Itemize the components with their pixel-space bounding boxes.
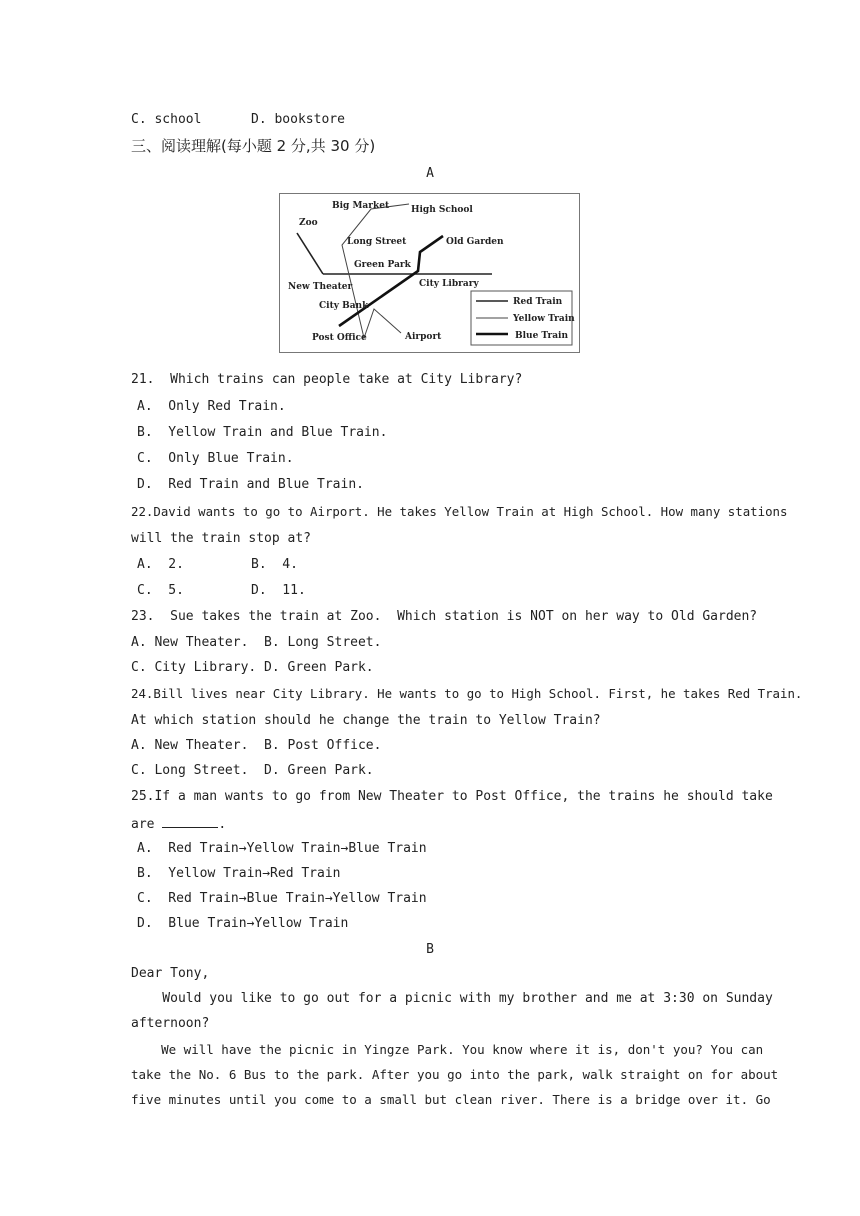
legend-yellow-label: Yellow Train [513, 314, 575, 324]
train-map-svg [279, 193, 580, 353]
q24-options-ab: A. New Theater. B. Post Office. [131, 738, 382, 753]
q24-options-cd: C. Long Street. D. Green Park. [131, 763, 374, 778]
letter-p2-line3: five minutes until you come to a small but clean river. There is a bridge over it. Go [131, 1092, 771, 1107]
q21-option-c: C. Only Blue Train. [137, 451, 294, 466]
q22-stem-line1: 22.David wants to go to Airport. He takes Yellow Train at High School. How many stations [131, 504, 788, 519]
q22-option-c: C. 5. [137, 583, 184, 598]
q25-stem-prefix: are [131, 817, 163, 832]
q21-option-d: D. Red Train and Blue Train. [137, 477, 364, 492]
q25-stem-suffix: . [218, 817, 227, 832]
q23-options-cd: C. City Library. D. Green Park. [131, 660, 374, 675]
letter-p1-line2: afternoon? [131, 1016, 210, 1031]
map-label-high-school: High School [411, 205, 473, 215]
map-label-big-market: Big Market [332, 201, 390, 211]
letter-p1-line1: Would you like to go out for a picnic with my brother and me at 3:30 on Sunday [131, 991, 773, 1006]
map-label-zoo: Zoo [299, 218, 318, 228]
q22-option-a: A. 2. [137, 557, 184, 572]
letter-p2-line2: take the No. 6 Bus to the park. After you go into the park, walk straight on for about [131, 1067, 779, 1082]
map-label-city-bank: City Bank [319, 301, 369, 311]
map-label-new-theater: New Theater [288, 282, 353, 292]
q25-option-d: D. Blue Train→Yellow Train [137, 916, 349, 931]
q25-stem-line2 [131, 816, 226, 833]
q21-option-b: B. Yellow Train and Blue Train. [137, 425, 388, 440]
map-label-airport: Airport [405, 332, 442, 342]
q25-option-b: B. Yellow Train→Red Train [137, 866, 341, 881]
q21-stem: 21. Which trains can people take at City Library? [131, 372, 523, 387]
map-label-post-office: Post Office [312, 333, 367, 343]
q23-stem: 23. Sue takes the train at Zoo. Which station is NOT on her way to Old Garden? [131, 609, 758, 624]
q22-option-b: B. 4. [251, 557, 298, 572]
q25-stem-line1: 25.If a man wants to go from New Theater to Post Office, the trains he should take [131, 789, 773, 804]
q22-option-d: D. 11. [251, 583, 306, 598]
option-c: C. school [131, 112, 202, 127]
legend-red-label: Red Train [513, 297, 563, 307]
section-title: 三、阅读理解(每小题 2 分,共 30 分) [131, 137, 376, 155]
train-map [279, 193, 580, 353]
letter-p2-line1: We will have the picnic in Yingze Park. You know where it is, don't you? You can [131, 1042, 764, 1057]
passage-a-label: A [426, 166, 434, 181]
passage-b-label: B [426, 942, 434, 957]
option-d: D. bookstore [251, 112, 345, 127]
q22-stem-line2: will the train stop at? [131, 531, 312, 546]
q24-stem-line1: 24.Bill lives near City Library. He wants to go to High School. First, he takes Red Train. [131, 686, 803, 701]
letter-greeting: Dear Tony, [131, 966, 210, 981]
q25-option-a: A. Red Train→Yellow Train→Blue Train [137, 841, 427, 856]
q25-option-c: C. Red Train→Blue Train→Yellow Train [137, 891, 427, 906]
map-label-city-library: City Library [419, 279, 479, 289]
legend-blue-label: Blue Train [515, 331, 569, 341]
map-label-long-street: Long Street [347, 237, 407, 247]
map-label-green-park: Green Park [354, 260, 411, 270]
q21-option-a: A. Only Red Train. [137, 399, 286, 414]
map-label-old-garden: Old Garden [446, 237, 504, 247]
q24-stem-line2: At which station should he change the train to Yellow Train? [131, 713, 601, 728]
q23-options-ab: A. New Theater. B. Long Street. [131, 635, 382, 650]
answer-blank [162, 816, 218, 828]
